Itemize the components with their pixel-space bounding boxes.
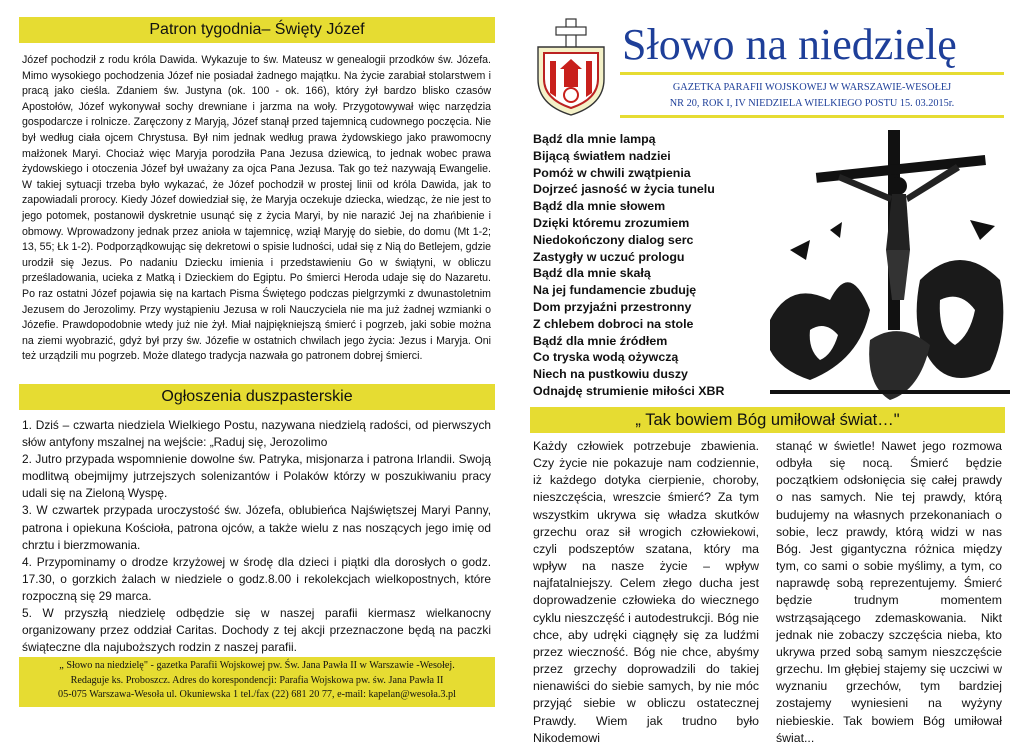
poem-line: Dojrzeć jasność w życia tunelu xyxy=(533,182,715,197)
poem-line: Niedokończony dialog serc xyxy=(533,232,694,247)
masthead-title: Słowo na niedzielę xyxy=(622,20,957,69)
footer-line: „ Słowo na niedzielę" - gazetka Parafii Wojskowej pw. Św. Jana Pawła II w Warszawie -Wesołej. xyxy=(59,660,455,671)
poem-line: Dom przyjaźni przestronny xyxy=(533,299,692,314)
poem-line: Zastygły w uczuć prologu xyxy=(533,249,685,264)
poem-line: Z chlebem dobroci na stole xyxy=(533,316,694,331)
article-column-2: stanąć w świetle! Nawet jego rozmowa odbyła się nocą. Śmierć będzie początkiem odsłonięcia się całej prawdy o nas samych. Nie tej prawdy, którą budujemy na własnych przekonaniach o sobie, lecz prawdy, którą widzi w nas Bóg. Jest gigantyczna różnica między tym, co sami o sobie myślimy, a tym, co naprawdę sobą reprezentujemy. Śmierć będzie trudnym momentem wstrząsającego zdemaskowania. Nikt jednak nie zobaczy szczęścia nieba, kto ukrywa przed sobą samym nieszczęście grzechu. Im głębiej stajemy się uczciwi w wyznaniu grzechów, tym bardziej zostajemy wyniesieni na wyżyny niebieskie. Tak bowiem Bóg umiłował świat... xyxy=(776,439,1002,745)
poem xyxy=(533,131,724,400)
patron-heading: Patron tygodnia– Święty Józef xyxy=(149,21,365,38)
masthead-rule xyxy=(620,72,1004,75)
footer-line: 05-075 Warszawa-Wesoła ul. Okuniewska 1 tel./fax (22) 681 20 77, e-mail: kapelan@wesoła.3.pl xyxy=(58,689,456,700)
article-heading-band xyxy=(530,407,1005,433)
announcement-item: 5. W przyszłą niedzielę odbędzie się w naszej parafii kiermasz wielkanocny organizowany przez oddział Caritas. Dochody z tej akcji przeznaczone będą na paczki świąteczne dla najuboższych rodzin z naszej parafii. xyxy=(22,606,491,655)
article-column-1: Każdy człowiek potrzebuje zbawienia. Czy życie nie pokazuje nam codziennie, iż każdego dotyka cierpienie, choroby, nieszczęścia, wreszcie śmierć? Za tym wszystkim ukrywa się władza skutków grzechu oraz sił wrogich człowiekowi, czyli podszeptów szatana, który ma wpływ na nasze życie – wpływ najfatalniejszy. Celem złego ducha jest doprowadzenie człowieka do wiecznego cyklu nieszczęść i autodestrukcji. Bóg nie chce, aby udręki ciągnęły się za ludźmi przez wieczność. Bóg nie chce, abyśmy przez grzechy doprowadzili do takiej nienawiści do siebie samych, by nie móc przyjąć siebie w obliczu ostatecznej Prawdy. Wiem jak trudno było Nikodemowi xyxy=(533,439,759,745)
article-heading: „ Tak bowiem Bóg umiłował świat…" xyxy=(635,411,900,429)
announcements-heading-band xyxy=(19,384,495,410)
poem-line: Bądź dla mnie skałą xyxy=(533,266,651,281)
poem-line: Bijącą światłem nadziei xyxy=(533,148,671,163)
announcements-heading: Ogłoszenia duszpasterskie xyxy=(161,388,353,405)
parish-coat-of-arms-icon xyxy=(532,17,610,117)
footer-line: Redaguje ks. Proboszcz. Adres do korespondencji: Parafia Wojskowa pw. św. Jana Pawła II xyxy=(70,674,444,686)
announcement-item: 3. W czwartek przypada uroczystość św. Józefa, oblubieńca Najświętszej Maryi Panny, patrona i opiekuna Kościoła, patrona ojców, a także wielu z nas noszących jego imię od chrztu i bierzmowania. xyxy=(22,503,491,552)
poem-line: Bądź dla mnie słowem xyxy=(533,199,666,214)
poem-line: Bądź dla mnie źródłem xyxy=(533,333,668,348)
poem-line: Dzięki któremu zrozumiem xyxy=(533,215,690,230)
announcement-item: 4. Przypominamy o drodze krzyżowej w środę dla dzieci i piątki dla dorosłych o godz. 17.30, o gorzkich żalach w niedziele o godz.8.00 i rekolekcjach wielkopostnych, które rozpoczną się 29 marca. xyxy=(22,554,491,603)
masthead-subtitle-2: NR 20, ROK I, IV NIEDZIELA WIELKIEGO POSTU 15. 03.2015r. xyxy=(669,98,955,109)
masthead-subtitle-1: GAZETKA PARAFII WOJSKOWEJ W WARSZAWIE-WESOŁEJ xyxy=(672,82,952,93)
announcement-item: 1. Dziś – czwarta niedziela Wielkiego Postu, nazywana niedzielą radości, od pierwszych słów antyfony mszalnej na wejście: „Raduj się, Jerozolimo xyxy=(22,418,491,450)
masthead-rule-bottom xyxy=(620,115,1004,118)
crucifixion-illustration-icon xyxy=(770,130,1010,402)
poem-line: Co tryska wodą ożywczą xyxy=(533,350,679,365)
poem-line: Pomóż w chwili zwątpienia xyxy=(533,165,691,180)
poem-line: Niech na pustkowiu duszy xyxy=(533,367,688,382)
footer-band xyxy=(19,657,495,707)
announcement-item: 2. Jutro przypada wspomnienie dowolne św. Patryka, misjonarza i patrona Irlandii. Swoją modlitwą obejmijmy jutrzejszych solenizantów i Polaków którzy w poszukiwaniu pracy udali się na Zieloną Wyspę. xyxy=(22,452,491,501)
poem-line: Bądź dla mnie lampą xyxy=(533,132,656,146)
patron-text: Józef pochodził z rodu króla Dawida. Wykazuje to św. Mateusz w genealogii przodków św. Józefa. Mimo wysokiego pochodzenia Józef nie posiadał żadnego majątku. Na życie zarabiał stolarstwem i pracą jako cieśla. Zdaniem św. Justyna (ok. 100 - ok. 166), który żył bardzo blisko czasów Apostołów, Józef wykonywał sochy drewniane i jarzma na woły. Przygotowywał więc narzędzia gospodarcze i rolnicze. Zaręczony z Maryją, Józef stanął przed tajemnicą cudownego poczęcia. Nie był według ciała ojcem Chrystusa. Był nim jednak według prawa żydowskiego jako prawomocny małżonek Maryi. Chociaż więc Maryja porodziła Pana Jezusa dziewicą, to jednak wobec prawa żydowskiego i otoczenia Józef był uważany za ojca Pana Jezusa. Tak go też nazywają Ewangelie. W takiej sytuacji trzeba było wykazać, że Józef pochodził w prostej linii od króla Dawida, jak to zapowiadali prorocy. Kiedy Józef dowiedział się, że Maryja oczekuje dziecka, wiedząc, że nie jest to jego potomek, postanowił dyskretnie usunąć się z życia Maryi, by nie narazić Jej na zhańbienie i obmowy. Wprowadzony jednak przez anioła w tajemnicę, wziął Maryję do siebie, do domu (Mt 1-2; 13, 55; Łk 1-2). Podporządkowując się dekretowi o spisie ludności, udał się z Nią do Betlejem, gdzie urodził się Jezus. Po nadaniu Dziecku imienia i przedstawieniu Go w świątyni, w obliczu prześladowania, ucieka z Matką i Dzieckiem do Egiptu. Po śmierci Heroda udaje się do Nazaretu. Po raz ostatni Józef pojawia się na kartach Pisma Świętego podczas pielgrzymki z dwunastoletnim Jezusem do Jerozolimy. Przy wystąpieniu Jezusa w roli Nauczyciela nie ma już żadnej wzmianki o Józefie. Prawdopodobnie wtedy już nie żył. Miał najpiękniejszą śmierć i pogrzeb, jaki sobie można na ziemi wyobrazić, gdyż był przy św. Józefie w ostatnich chwilach jego życia: Jezus i Maryja. Oni też urządzili mu pogrzeb. Może dlatego tradycja nazwała go patronem dobrej śmierci. xyxy=(22,54,491,363)
poem-line: Na jej fundamencie zbuduję xyxy=(533,283,697,298)
poem-line: Odnajdę strumienie miłości XBR xyxy=(533,383,725,398)
patron-heading-band xyxy=(19,17,495,43)
announcements-list xyxy=(22,417,491,656)
